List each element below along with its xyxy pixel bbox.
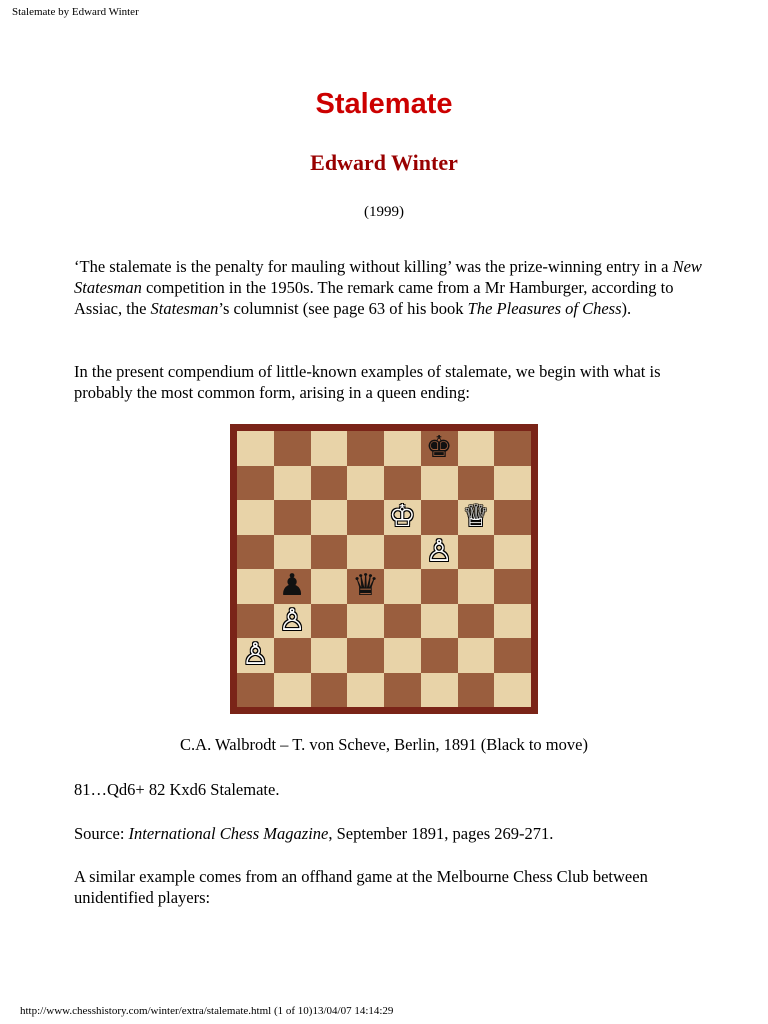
square-a1 [237,673,274,708]
square-d3 [347,604,384,639]
square-e7 [384,466,421,501]
intro-italic-book-title: The Pleasures of Chess [467,299,622,318]
white-queen-icon: ♕ [462,499,490,535]
square-a5 [237,535,274,570]
square-h8 [494,431,531,466]
square-e2 [384,638,421,673]
square-e4 [384,569,421,604]
square-f4 [421,569,458,604]
source-citation [74,823,704,844]
square-f8 [421,431,458,466]
square-e1 [384,673,421,708]
square-h4 [494,569,531,604]
square-h5 [494,535,531,570]
white-pawn-icon: ♙ [425,533,453,569]
square-h2 [494,638,531,673]
source-label: Source: [74,824,129,843]
black-queen-icon: ♛ [352,568,380,604]
square-e3 [384,604,421,639]
square-c6 [311,500,348,535]
author-name: Edward Winter [310,150,458,175]
square-b5 [274,535,311,570]
square-c4 [311,569,348,604]
diagram-caption: C.A. Walbrodt – T. von Scheve, Berlin, 1891 (Black to move) [180,735,588,754]
chess-board [237,431,531,707]
square-a7 [237,466,274,501]
square-c3 [311,604,348,639]
square-c7 [311,466,348,501]
intro-italic-statesman: Statesman [150,299,219,318]
square-c8 [311,431,348,466]
square-f7 [421,466,458,501]
square-a2 [237,638,274,673]
page-title: Stalemate [315,88,453,120]
square-b6 [274,500,311,535]
square-b4 [274,569,311,604]
compendium-paragraph: In the present compendium of little-known examples of stalemate, we begin with what is probably the most common form, arising in a queen ending: [74,362,661,402]
square-d6 [347,500,384,535]
square-b7 [274,466,311,501]
square-b3 [274,604,311,639]
square-h1 [494,673,531,708]
chess-diagram [230,424,538,714]
square-d1 [347,673,384,708]
square-e8 [384,431,421,466]
source-details: , September 1891, pages 269-271. [328,824,554,843]
square-b2 [274,638,311,673]
page-header: Stalemate by Edward Winter [12,6,139,18]
square-g5 [458,535,495,570]
square-d7 [347,466,384,501]
square-h6 [494,500,531,535]
page-footer-url: http://www.chesshistory.com/winter/extra/stalemate.html (1 of 10)13/04/07 14:14:29 [20,1005,394,1017]
square-h7 [494,466,531,501]
square-g6 [458,500,495,535]
intro-italic-new-statesman: New Statesman [74,257,702,297]
white-king-icon: ♔ [388,499,416,535]
black-king-icon: ♚ [425,430,453,466]
square-g1 [458,673,495,708]
square-d4 [347,569,384,604]
square-d5 [347,535,384,570]
intro-text-2: competition in the 1950s. The remark came from a Mr Hamburger, according to Assiac, the [74,278,674,318]
square-e5 [384,535,421,570]
square-d8 [347,431,384,466]
intro-text-1: ‘The stalemate is the penalty for mauling without killing’ was the prize-winning entry in a [74,257,673,276]
square-e6 [384,500,421,535]
square-a8 [237,431,274,466]
square-f1 [421,673,458,708]
square-d2 [347,638,384,673]
square-f2 [421,638,458,673]
intro-text-3: ’s columnist (see page 63 of his book [218,299,468,318]
intro-text-4: ). [621,299,632,318]
intro-paragraph [74,256,704,319]
game-moves: 81…Qd6+ 82 Kxd6 Stalemate. [74,780,280,799]
square-a3 [237,604,274,639]
square-g2 [458,638,495,673]
white-pawn-icon: ♙ [278,602,306,638]
square-a6 [237,500,274,535]
similar-example-paragraph: A similar example comes from an offhand game at the Melbourne Chess Club between unidentified players: [74,867,648,907]
publication-year: (1999) [364,204,404,220]
source-publication: International Chess Magazine [128,824,329,843]
square-g7 [458,466,495,501]
square-h3 [494,604,531,639]
square-a4 [237,569,274,604]
square-c1 [311,673,348,708]
square-f6 [421,500,458,535]
square-g4 [458,569,495,604]
square-c5 [311,535,348,570]
white-pawn-icon: ♙ [241,637,269,673]
square-b1 [274,673,311,708]
square-g8 [458,431,495,466]
square-c2 [311,638,348,673]
square-g3 [458,604,495,639]
square-b8 [274,431,311,466]
black-pawn-icon: ♟ [278,568,306,604]
square-f3 [421,604,458,639]
square-f5 [421,535,458,570]
